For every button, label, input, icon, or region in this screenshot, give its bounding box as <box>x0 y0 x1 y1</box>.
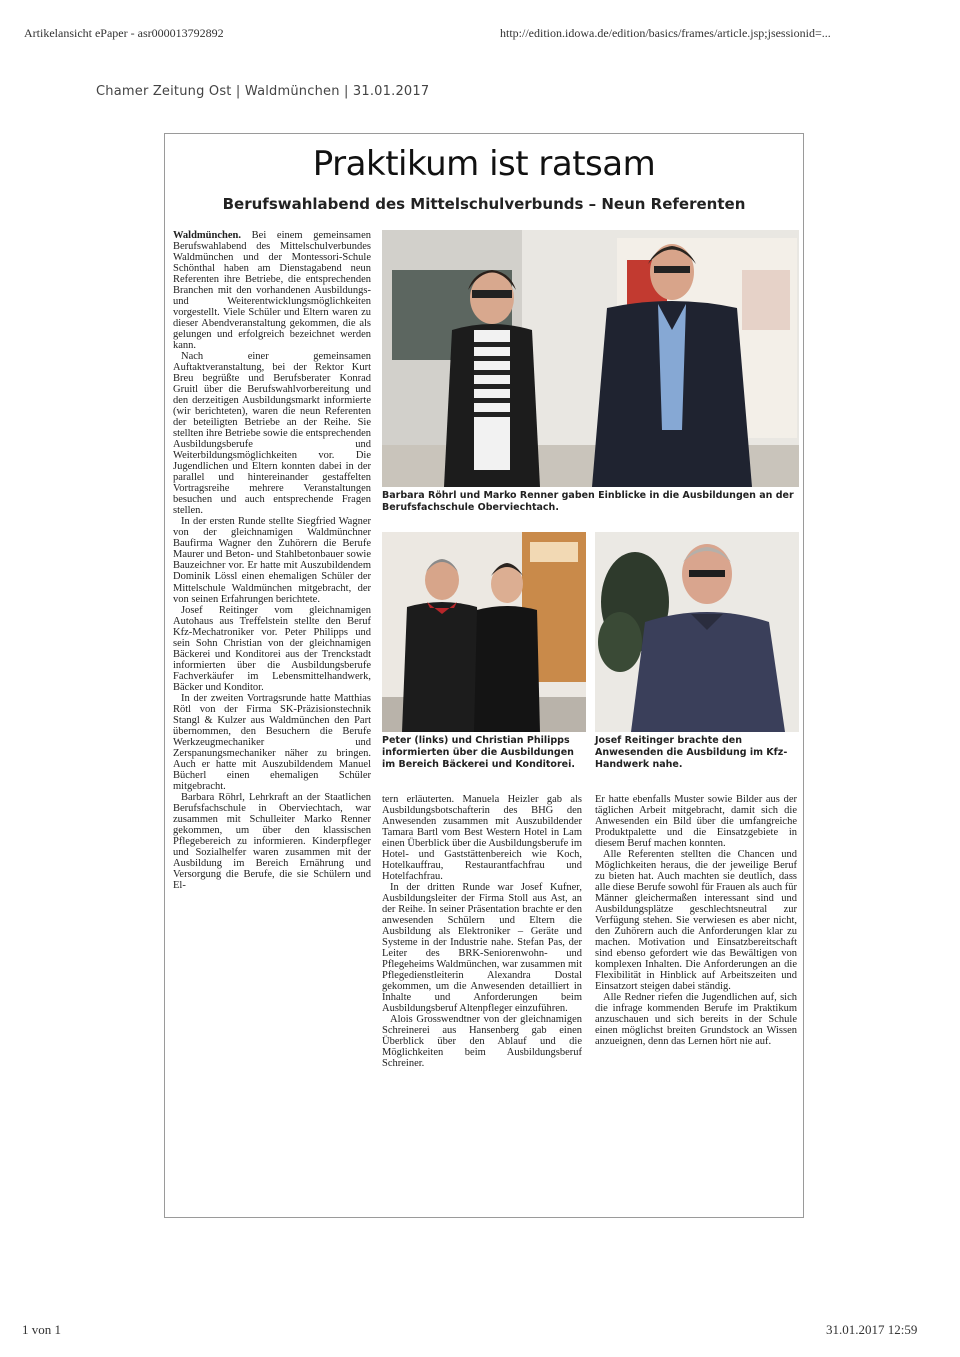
photo-caption-1: Barbara Röhrl und Marko Renner gaben Einblicke in die Ausbildungen an der Berufsfachschule Oberviechtach. <box>382 490 794 513</box>
subhead: Berufswahlabend des Mittelschulverbunds – Neun Referenten <box>222 195 746 213</box>
paragraph: In der zweiten Vortragsrunde hatte Matthias Rötl von der Firma SK-Präzisionstechnik Stangl & Kulzer aus Waldmünchen den Part übernommen, den Besuchern die Berufe Werkzeugmechaniker und Zerspanungsmechaniker näher zu bringen. Auch er hatte mit Auszubildendem Manuel Bücherl einen ehemaligen Schüler mitgebracht. <box>173 692 371 792</box>
photo-caption-3: Josef Reitinger brachte den Anwesenden die Ausbildung im Kfz-Handwerk nahe. <box>595 735 788 770</box>
print-header-title: Artikelansicht ePaper - asr000013792892 <box>24 26 224 40</box>
paragraph: Josef Reitinger vom gleichnamigen Autohaus aus Treffelstein stellte den Beruf Kfz-Mechatroniker vor. Peter Philipps und sein Sohn Christian von der gleichnamigen Bäckerei und Konditorei aus der Trenckstadt informierten über die Ausbildungsberufe Fachverkäufer im Lebensmittelhandwerk, Bäcker und Konditor. <box>173 604 371 693</box>
photo-image <box>595 532 799 732</box>
photo-speakers-berufsfachschule <box>382 230 799 487</box>
article-column-1 <box>173 230 371 1212</box>
print-timestamp: 31.01.2017 12:59 <box>826 1322 918 1337</box>
photo-baekerei-philipps <box>382 532 586 732</box>
photo-caption-2: Peter (links) und Christian Philipps informierten über die Ausbildungen im Bereich Bäckerei und Konditorei. <box>382 735 575 770</box>
paragraph: Alle Referenten stellten die Chancen und Möglichkeiten heraus, die der jeweilige Beruf zu bieten hat. Auch machten sie deutlich, dass alle diese Berufe sowohl für Frauen als auch für Männer gleichermaßen interessant sind und Ausbildungsplätze geschlechtsneutral zur Verfügung stehen. Sie verwiesen es aber nicht, den Zuhörern auch die Anforderungen klar zu machen. Motivation und Einsatzbereitschaft sind ebenso gefordert wie das Bewältigen von komplexen Inhalten. Die Anforderungen an die Flexibilität in Hinblick auf Arbeitszeiten und Einsatzort steigen dabei ständig. <box>595 849 797 993</box>
paragraph: Barbara Röhrl, Lehrkraft an der Staatlichen Berufsfachschule in Oberviechtach, war zusammen mit Schulleiter Marko Renner gekommen, um über den klassischen Pflegebereich zu informieren. Kinderpfleger und Sozialhelfer waren zusammen mit der Ausbildung im Bereich Ernährung und Versorgung die Berufe, die sie Schülern und El- <box>173 791 371 891</box>
page-count: 1 von 1 <box>22 1322 61 1337</box>
photo-image <box>382 230 799 487</box>
paragraph: Nach einer gemeinsamen Auftaktveranstaltung, bei der Rektor Kurt Breu begrüßte und Berufsberater Konrad Gruitl über die Berufswahlvorbereitung und den derzeitigen Ausbildungsmarkt informierte (wir berichteten), waren die neun Referenten der beteiligten Betriebe an der Reihe. Sie stellten ihre Betriebe sowie die entsprechenden Ausbildungsberufe und Weiterbildungsmöglichkeiten vor. Die Jugendlichen und Eltern konnten dabei in der parallel und hintereinander gestaffelten Vortragsreihe mehrere Veranstaltungen besuchen und auch entsprechende Fragen stellen. <box>173 351 371 517</box>
paragraph: Er hatte ebenfalls Muster sowie Bilder aus der täglichen Arbeit mitgebracht, damit sich die Anwesenden ein Bild über die umfangreiche Produktpalette und die Einsatzgebiete in diesem Beruf machen konnten. <box>595 794 797 850</box>
article-column-3 <box>595 794 797 1212</box>
article-column-2 <box>382 794 582 1212</box>
paragraph: In der dritten Runde war Josef Kufner, Ausbildungsleiter der Firma Stoll aus Ast, an der Reihe. In seiner Präsentation brachte er den anwesenden Schülern und Eltern die Ausbildung als Elektroniker – Geräte und Systeme in der Industrie nahe. Stefan Pas, der Leiter des BRK-Seniorenwohn- und Pflegeheims Waldmünchen, war zusammen mit Pflegedienstleiterin Alexandra Dostal gekommen, um die Anwesenden detailliert in Inhalte und Anforderungen beim Ausbildungsberuf Altenpfleger einzuführen. <box>382 882 582 1015</box>
dateline: Waldmünchen. <box>173 230 241 241</box>
paragraph: tern erläuterten. Manuela Heizler gab als Ausbildungsbotschafterin des BHG den Anwesenden zusammen mit Auszubildender Tamara Bartl vom Best Western Hotel in Lam einen Überblick über die Ausbildungsberufe im Hotel- und Gaststättenbereich wie Koch, Hotelkauffrau, Restaurantfachfrau und Hotelfachfrau. <box>382 794 582 883</box>
paragraph: Waldmünchen. Bei einem gemeinsamen Berufswahlabend des Mittelschulverbundes Waldmünchen und der Montessori-Schule Schönthal haben am Dienstagabend neun Referenten ihre Betriebe, die entsprechenden Branchen mit den vorhandenen Ausbildungs- und Weiterentwicklungsmöglichkeiten vorgestellt. Viele Schüler und Eltern waren zu dieser Abendveranstaltung gekommen, die als gelungen und erfolgreich bezeichnet werden kann. <box>173 230 371 352</box>
article-box <box>164 133 804 1218</box>
headline: Praktikum ist ratsam <box>312 144 656 184</box>
source-line: Chamer Zeitung Ost | Waldmünchen | 31.01.2017 <box>96 84 430 99</box>
paragraph: Alois Grosswendtner von der gleichnamigen Schreinerei aus Hansenberg gab einen Überblick über den Ablauf und die Möglichkeiten beim Ausbildungsberuf Schreiner. <box>382 1014 582 1070</box>
paragraph: Alle Redner riefen die Jugendlichen auf, sich die infrage kommenden Berufe im Praktikum anzuschauen und sich bereits in der Schule einen möglichst breiten Grundstock an Wissen anzueignen, denn das Lernen hört nie auf. <box>595 992 797 1048</box>
paragraph: In der ersten Runde stellte Siegfried Wagner von der gleichnamigen Waldmünchner Baufirma Wagner den Zuhörern die Berufe Maurer und Beton- und Stahlbetonbauer sowie Bauzeichner vor. Er hatte mit Auszubildendem Dominik Lössl einen ehemaligen Schüler der Mittelschule Waldmünchen mitgebracht, der von seinen Erfahrungen berichtete. <box>173 516 371 605</box>
photo-kfz-reitinger <box>595 532 799 732</box>
photo-image <box>382 532 586 732</box>
print-header-url: http://edition.idowa.de/edition/basics/frames/article.jsp;jsessionid=... <box>500 26 831 40</box>
